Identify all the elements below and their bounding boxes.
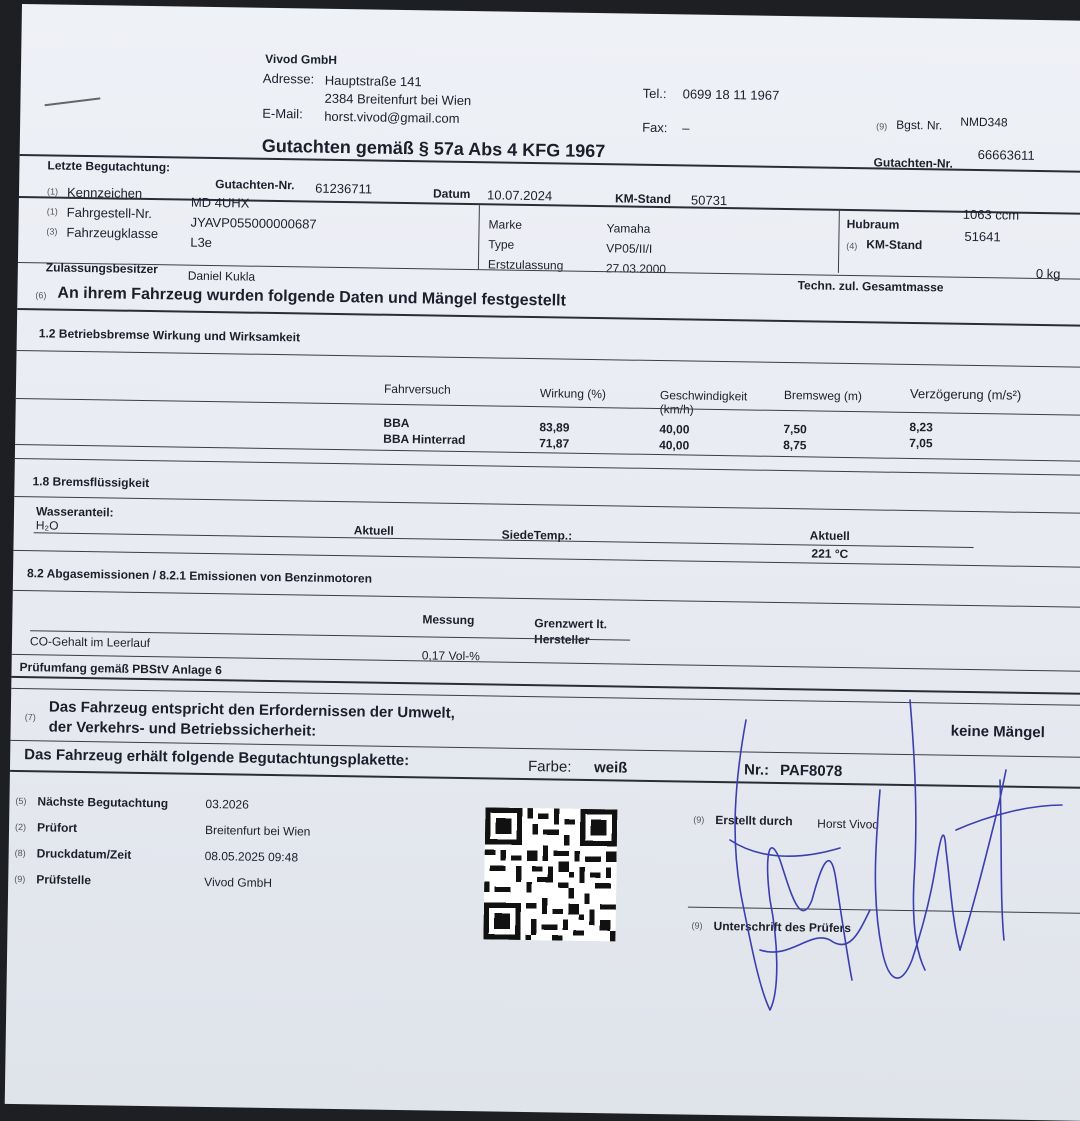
fahrgestell-nr: JYAVP055000000687 [190, 214, 317, 232]
brake-header-wirkung: Wirkung (%) [539, 386, 607, 402]
qr-code [483, 807, 617, 941]
co-label: CO-Gehalt im Leerlauf [29, 634, 151, 651]
pruefstelle-label: Prüfstelle [36, 872, 92, 888]
result-line-1: Das Fahrzeug entspricht den Erfordernissen der Umwelt, [48, 698, 455, 722]
last-inspection-label: Letzte Begutachtung: [47, 158, 171, 175]
last-date-label: Datum [432, 186, 471, 202]
brake-row-verz: 7,05 [909, 435, 933, 451]
last-nr-label: Gutachten-Nr. [215, 177, 295, 193]
gutachten-nr-label: Gutachten-Nr. [873, 155, 954, 171]
plakette-nr-label: Nr.: [743, 761, 770, 779]
aktuell-label: Aktuell [809, 528, 850, 544]
company-fax: – [682, 120, 690, 136]
fax-label: Fax: [642, 119, 668, 136]
pruefort-label: Prüfort [36, 820, 78, 835]
erstellt-label: Erstellt durch [715, 812, 793, 829]
erstzulassung: 27.03.2000 [605, 261, 667, 277]
address-label: Adresse: [262, 70, 315, 87]
marker: (2) [14, 821, 27, 833]
km-stand: 51641 [964, 228, 1001, 245]
farbe: weiß [593, 759, 628, 777]
company-tel: 0699 18 11 1967 [682, 86, 780, 103]
divider [14, 496, 1080, 514]
unterschrift-label: Unterschrift des Prüfers [713, 918, 852, 936]
brake-row-verz: 8,23 [909, 419, 933, 435]
next-inspection: 03.2026 [205, 796, 249, 812]
signature-line [688, 907, 1080, 914]
gutachten-nr: 66663611 [977, 147, 1035, 163]
hubraum: 1063 ccm [962, 206, 1020, 223]
inspection-report-sheet [5, 4, 1080, 1121]
bgst-nr: NMD348 [960, 114, 1008, 130]
last-km: 50731 [690, 192, 728, 209]
column-divider [838, 209, 840, 273]
erstellt-durch: Horst Vivod [817, 816, 880, 832]
fluid-title: 1.8 Bremsflüssigkeit [32, 474, 150, 491]
farbe-label: Farbe: [527, 758, 572, 776]
next-inspection-label: Nächste Begutachtung [37, 794, 169, 811]
divider [13, 550, 1080, 568]
druckdatum-label: Druckdatum/Zeit [36, 846, 132, 862]
marker: (9) [693, 814, 705, 825]
marker: (3) [46, 226, 58, 237]
type: VP05/II/I [606, 241, 653, 256]
pruefstelle: Vivod GmbH [204, 874, 273, 891]
divider [17, 308, 1080, 327]
grenzwert-header: Grenzwert lt. [534, 616, 608, 632]
zulassungsbesitzer: Daniel Kukla [187, 268, 256, 284]
brake-header-speed-unit: (km/h) [659, 402, 694, 417]
brake-row-name: BBA [383, 415, 410, 431]
grenzwert-header-2: Hersteller [533, 632, 590, 647]
last-nr: 61236711 [315, 180, 373, 197]
brake-row-wirkung: 83,89 [539, 420, 570, 435]
emission-title: 8.2 Abgasemissionen / 8.2.1 Emissionen von Benzinmotoren [26, 566, 373, 586]
masse-label: Techn. zul. Gesamtmasse [797, 278, 944, 295]
wasseranteil-label: Wasseranteil: [35, 504, 114, 520]
pruefumfang: Prüfumfang gemäß PBStV Anlage 6 [19, 660, 222, 678]
brake-header-verz: Verzögerung (m/s²) [909, 385, 1022, 403]
email-label: E-Mail: [262, 105, 303, 122]
brake-header-fahrversuch: Fahrversuch [383, 381, 451, 397]
besitzer-label: Zulassungsbesitzer [45, 260, 158, 277]
brake-row-weg: 7,50 [783, 422, 807, 437]
marker: (1) [46, 206, 58, 217]
hubraum-label: Hubraum [846, 216, 900, 232]
marke: Yamaha [606, 221, 651, 236]
messung-header: Messung [422, 612, 475, 628]
result-line-2: der Verkehrs- und Betriebssicherheit: [48, 718, 317, 740]
section-title: An ihrem Fahrzeug wurden folgende Daten und Mängel festgestellt [57, 284, 567, 310]
type-label: Type [488, 237, 515, 252]
plakette-nr: PAF8078 [779, 762, 843, 780]
brake-row-name: BBA Hinterrad [383, 431, 466, 448]
column-divider [478, 205, 480, 269]
divider [17, 350, 1080, 368]
company-name: Vivod GmbH [265, 51, 338, 67]
divider [15, 458, 1080, 476]
pruefort: Breitenfurt bei Wien [204, 822, 311, 839]
marke-label: Marke [488, 217, 523, 232]
marker: (7) [24, 712, 36, 723]
gesamtmasse: 0 kg [1035, 265, 1061, 282]
brake-row-weg: 8,75 [783, 438, 807, 453]
klasse-label: Fahrzeugklasse [66, 224, 159, 242]
marker: (8) [14, 847, 26, 859]
pen-mark [45, 97, 101, 106]
fahrzeugklasse: L3e [190, 234, 213, 251]
siedetemp-label: SiedeTemp.: [501, 527, 573, 543]
brake-header-weg: Bremsweg (m) [783, 388, 863, 404]
company-city: 2384 Breitenfurt bei Wien [324, 90, 472, 109]
aktuell-label: Aktuell [353, 523, 394, 538]
result-status: keine Mängel [950, 722, 1046, 742]
tel-label: Tel.: [642, 85, 667, 102]
bgst-label: Bgst. Nr. [896, 117, 943, 133]
fahrgestell-label: Fahrgestell-Nr. [66, 204, 153, 222]
erstzulassung-label: Erstzulassung [487, 257, 564, 273]
brake-row-speed: 40,00 [659, 438, 690, 453]
last-date: 10.07.2024 [486, 187, 553, 204]
siedetemp-value: 221 °C [811, 546, 849, 562]
marker: (5) [15, 795, 27, 807]
divider [13, 590, 1080, 608]
page-title: Gutachten gemäß § 57a Abs 4 KFG 1967 [261, 135, 606, 162]
last-km-label: KM-Stand [614, 191, 672, 207]
marker: (1) [46, 186, 59, 197]
company-email: horst.vivod@gmail.com [324, 108, 460, 126]
bgst-marker: (9) [876, 121, 888, 132]
brake-header-speed: Geschwindigkeit [659, 388, 748, 404]
brake-row-wirkung: 71,87 [539, 436, 570, 451]
kennzeichen-label: Kennzeichen [66, 184, 143, 201]
kennzeichen: MD 4UHX [190, 194, 250, 211]
brake-row-speed: 40,00 [659, 422, 690, 437]
marker: (9) [14, 873, 26, 885]
kmstand-label: KM-Stand [866, 237, 923, 253]
company-street: Hauptstraße 141 [324, 72, 422, 90]
marker: (6) [35, 290, 47, 301]
co-value: 0,17 Vol-% [421, 648, 480, 664]
druckdatum: 08.05.2025 09:48 [204, 848, 299, 865]
plakette-label: Das Fahrzeug erhält folgende Begutachtungsplakette: [24, 746, 410, 770]
h2o-label: H₂O [35, 518, 59, 533]
brake-title: 1.2 Betriebsbremse Wirkung und Wirksamkeit [38, 326, 301, 345]
divider [11, 676, 1080, 695]
marker: (4) [846, 240, 858, 252]
marker: (9) [691, 920, 703, 931]
